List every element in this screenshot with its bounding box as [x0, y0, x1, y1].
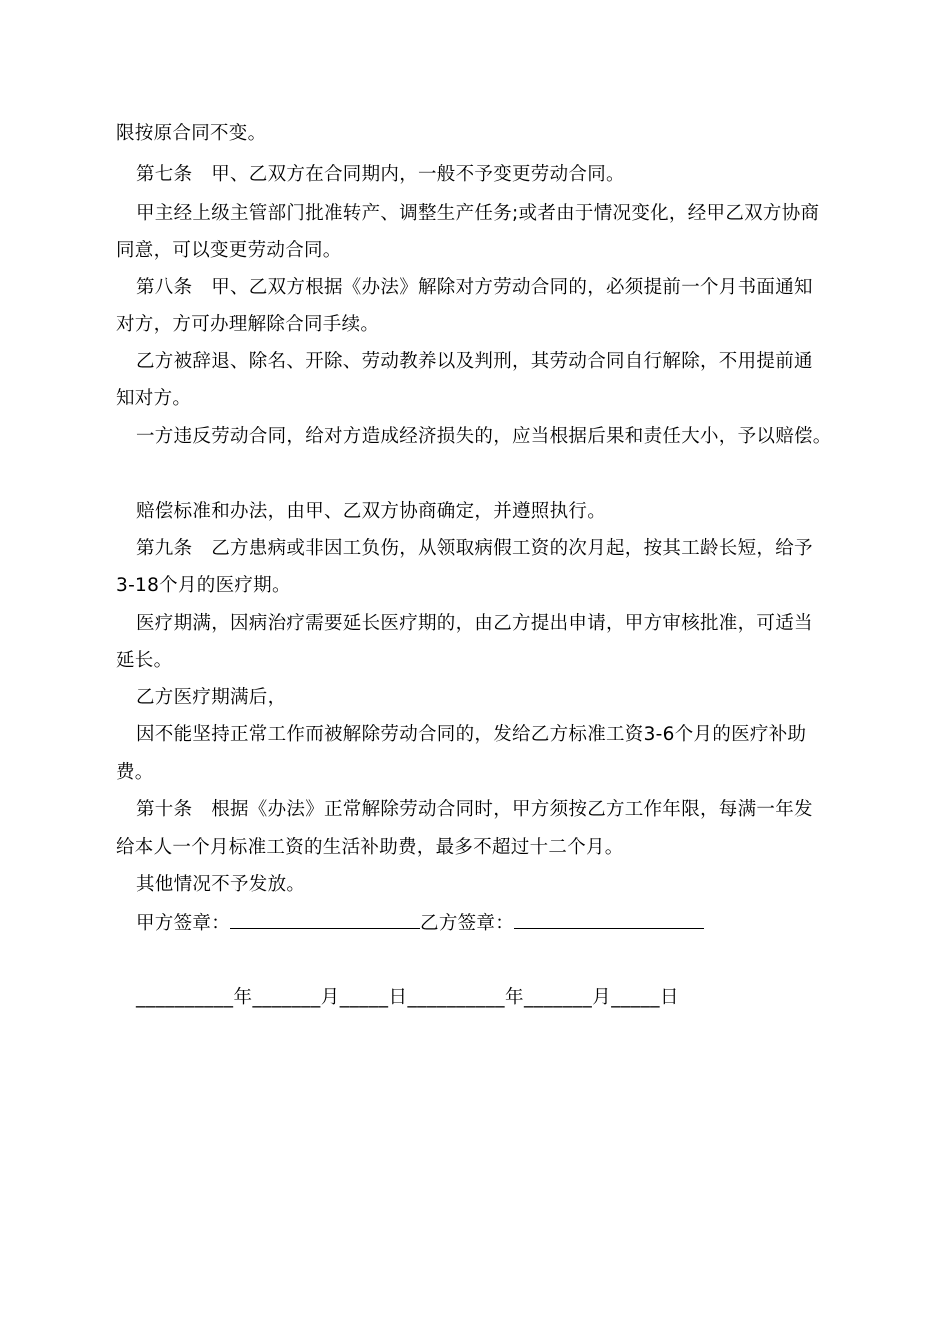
article-10: 第十条 根据《办法》正常解除劳动合同时，甲方须按乙方工作年限，每满一年发: [136, 799, 813, 820]
text-line-8: 知对方。: [116, 388, 192, 409]
text-line-20: 其他情况不予发放。: [136, 874, 306, 895]
text-line-16: 因不能坚持正常工作而被解除劳动合同的，发给乙方标准工资3-6个月的医疗补助: [136, 724, 807, 745]
text-line-1: 限按原合同不变。: [116, 123, 267, 144]
signature-row: [136, 910, 704, 937]
text-line-7: 乙方被辞退、除名、开除、劳动教养以及判刑，其劳动合同自行解除，不用提前通: [136, 351, 813, 372]
article-7: 第七条 甲、乙双方在合同期内，一般不予变更劳动合同。: [136, 164, 625, 185]
article-8: 第八条 甲、乙双方根据《办法》解除对方劳动合同的，必须提前一个月书面通知: [136, 277, 813, 298]
text-line-3: 甲主经上级主管部门批准转产、调整生产任务;或者由于情况变化，经甲乙双方协商: [136, 203, 820, 224]
text-line-19: 给本人一个月标准工资的生活补助费，最多不超过十二个月。: [116, 837, 624, 858]
text-line-12: 3-18个月的医疗期。: [116, 575, 291, 596]
text-line-13: 医疗期满，因病治疗需要延长医疗期的，由乙方提出申请，甲方审核批准，可适当: [136, 613, 813, 634]
text-line-15: 乙方医疗期满后，: [136, 687, 287, 708]
text-line-4: 同意，可以变更劳动合同。: [116, 240, 342, 261]
party-a-signature-field[interactable]: [230, 910, 420, 929]
party-b-signature-label: 乙方签章：: [420, 913, 515, 934]
article-9: 第九条 乙方患病或非因工负伤，从领取病假工资的次月起，按其工龄长短，给予: [136, 538, 813, 559]
text-line-14: 延长。: [116, 650, 173, 671]
date-line: __________年_______月_____日__________年_______月_____日: [136, 987, 680, 1008]
party-b-signature-field[interactable]: [514, 910, 704, 929]
text-line-9: 一方违反劳动合同，给对方造成经济损失的，应当根据后果和责任大小，予以赔偿。: [136, 426, 832, 447]
text-line-10: 赔偿标准和办法，由甲、乙双方协商确定，并遵照执行。: [136, 501, 607, 522]
text-line-17: 费。: [116, 762, 154, 783]
text-line-6: 对方，方可办理解除合同手续。: [116, 314, 380, 335]
party-a-signature-label: 甲方签章：: [136, 913, 231, 934]
